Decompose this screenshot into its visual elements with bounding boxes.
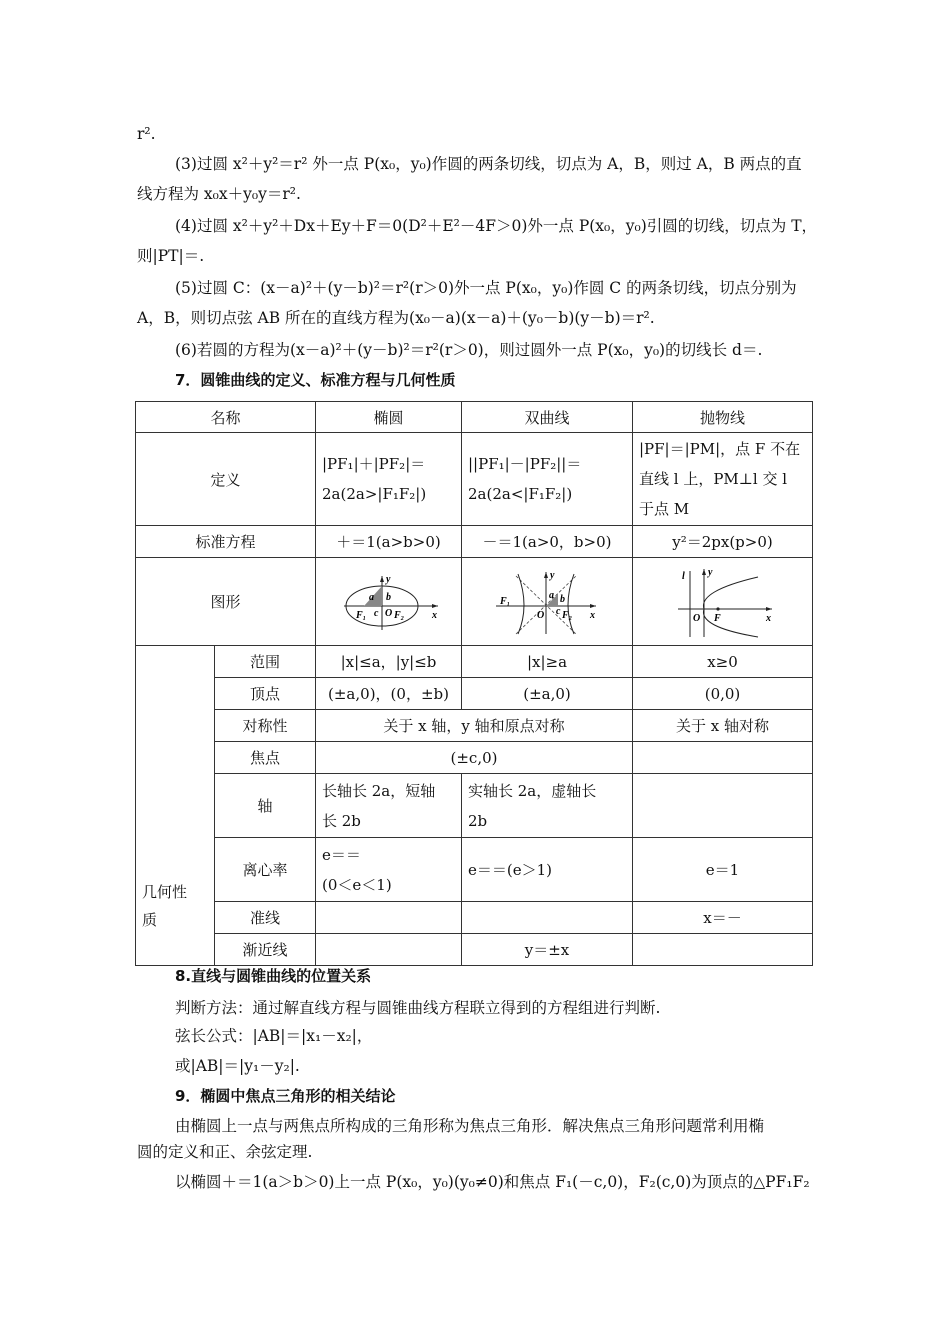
symmetry-label: 对称性 xyxy=(215,710,316,742)
geo-label-text: 几何性质 xyxy=(142,882,188,929)
heading-7: 7．圆锥曲线的定义、标准方程与几何性质 xyxy=(175,371,456,389)
header-parabola: 抛物线 xyxy=(633,402,813,433)
para-9-line1: 由椭圆上一点与两焦点所构成的三角形称为焦点三角形．解决焦点三角形问题常利用椭 xyxy=(175,1117,765,1135)
parabola-x-label: x xyxy=(765,612,771,624)
axis-label: 轴 xyxy=(215,774,316,838)
parabola-f-label: F xyxy=(713,612,721,624)
ellipse-a-label: a xyxy=(368,591,374,603)
focus-parabola xyxy=(633,742,813,774)
equation-label: 标准方程 xyxy=(136,526,316,558)
header-name: 名称 xyxy=(136,402,316,433)
directrix-label: 准线 xyxy=(215,902,316,934)
para-0: r². xyxy=(137,125,156,143)
para-4-line1: (4)过圆 x²＋y²＋Dx＋Ey＋F＝0(D²＋E²－4F＞0)外一点 P(x₀，y₀)引圆的切线，切点为 T， xyxy=(175,217,818,235)
axis-ellipse-2: 长 2b xyxy=(322,811,361,830)
eccentricity-parabola: e＝1 xyxy=(633,838,813,902)
heading-8: 8.直线与圆锥曲线的位置关系 xyxy=(175,967,372,985)
definition-parabola xyxy=(633,433,813,526)
range-parabola: x≥0 xyxy=(633,646,813,678)
para-9-line2: 圆的定义和正、余弦定理. xyxy=(137,1143,313,1161)
hyperbola-a-label: a xyxy=(549,589,554,601)
def-ellipse-2: 2a(2a>|F₁F₂|) xyxy=(322,485,427,503)
para-8-method: 判断方法：通过解直线方程与圆锥曲线方程联立得到的方程组进行判断. xyxy=(175,999,661,1017)
para-3-line1: (3)过圆 x²＋y²＝r² 外一点 P(x₀，y₀)作圆的两条切线，切点为 A，B，则过 A，B 两点的直 xyxy=(175,155,802,173)
eccentricity-ellipse xyxy=(316,838,462,902)
focus-label: 焦点 xyxy=(215,742,316,774)
asymptote-label: 渐近线 xyxy=(215,934,316,966)
ellipse-f2-label: F₂ xyxy=(393,609,404,621)
para-4-line2: 则|PT|＝. xyxy=(137,247,205,265)
directrix-hyperbola xyxy=(462,902,633,934)
def-parabola-1: |PF|＝|PM|，点 F 不在 xyxy=(639,440,801,458)
figure-parabola-cell xyxy=(633,558,813,646)
hyperbola-f2-label: F₂ xyxy=(562,609,573,621)
eccentricity-label: 离心率 xyxy=(215,838,316,902)
ellipse-o-label: O xyxy=(384,607,392,619)
equation-parabola: y²＝2px(p>0) xyxy=(633,526,813,558)
def-ellipse-1: |PF₁|＋|PF₂|＝ xyxy=(322,455,426,473)
vertex-label: 顶点 xyxy=(215,678,316,710)
parabola-o-label: O xyxy=(692,612,700,624)
hyperbola-f1-label: F₁ xyxy=(500,595,511,607)
ellipse-y-label: y xyxy=(385,573,390,585)
def-hyperbola-1: ||PF₁|－|PF₂||＝ xyxy=(468,455,582,473)
def-hyperbola-2: 2a(2a<|F₁F₂|) xyxy=(468,485,573,503)
def-parabola-3: 于点 M xyxy=(639,500,690,518)
heading-9: 9．椭圆中焦点三角形的相关结论 xyxy=(175,1087,396,1105)
ellipse-c-label: c xyxy=(373,607,378,619)
ellipse-b-label: b xyxy=(385,591,391,603)
range-hyperbola: |x|≥a xyxy=(462,646,633,678)
directrix-ellipse xyxy=(316,902,462,934)
axis-ellipse-1: 长轴长 2a，短轴 xyxy=(322,781,436,800)
para-5-line2: A，B，则切点弦 AB 所在的直线方程为(x₀－a)(x－a)＋(y₀－b)(y－b)＝r². xyxy=(137,309,655,327)
definition-hyperbola xyxy=(462,433,633,526)
range-ellipse: |x|≤a，|y|≤b xyxy=(316,646,462,678)
ellipse-figure xyxy=(334,572,444,632)
vertex-parabola: (0,0) xyxy=(633,678,813,710)
equation-hyperbola: －＝1(a>0，b>0) xyxy=(462,526,633,558)
para-5-line1: (5)过圆 C：(x－a)²＋(y－b)²＝r²(r＞0)外一点 P(x₀，y₀)作圆 C 的两条切线，切点分别为 xyxy=(175,279,797,297)
axis-hyperbola-1: 实轴长 2a，虚轴长 xyxy=(468,781,597,800)
hyperbola-c-label: c xyxy=(556,605,561,617)
axis-hyperbola-2: 2b xyxy=(468,811,488,830)
parabola-figure xyxy=(668,565,778,639)
asymptote-ellipse xyxy=(316,934,462,966)
hyperbola-figure xyxy=(492,568,602,636)
ellipse-x-label: x xyxy=(431,609,437,621)
def-parabola-2: 直线 l 上，PM⊥l 交 l xyxy=(639,470,788,488)
header-ellipse: 椭圆 xyxy=(316,402,462,433)
ecc-ellipse-1: e＝＝ xyxy=(322,845,361,864)
para-6: (6)若圆的方程为(x－a)²＋(y－b)²＝r²(r＞0)，则过圆外一点 P(x₀，y₀)的切线长 d＝. xyxy=(175,341,763,359)
range-label: 范围 xyxy=(215,646,316,678)
focus-ellipse-hyperbola: (±c,0) xyxy=(316,742,633,774)
hyperbola-b-label: b xyxy=(560,593,565,605)
vertex-hyperbola: (±a,0) xyxy=(462,678,633,710)
figure-label: 图形 xyxy=(136,558,316,646)
parabola-y-label: y xyxy=(707,566,712,578)
definition-ellipse xyxy=(316,433,462,526)
ecc-ellipse-2: (0＜e＜1) xyxy=(322,875,392,894)
axis-parabola xyxy=(633,774,813,838)
ellipse-f1-label: F₁ xyxy=(355,609,366,621)
equation-ellipse: ＋＝1(a>b>0) xyxy=(316,526,462,558)
definition-label: 定义 xyxy=(136,433,316,526)
conic-table xyxy=(135,401,813,966)
vertex-ellipse: (±a,0)，(0，±b) xyxy=(316,678,462,710)
parabola-l-label: l xyxy=(681,570,685,582)
symmetry-parabola: 关于 x 轴对称 xyxy=(633,710,813,742)
para-9-line3: 以椭圆＋＝1(a＞b＞0)上一点 P(x₀，y₀)(y₀≠0)和焦点 F₁(－c,0)，F₂(c,0)为顶点的△PF₁F₂ xyxy=(175,1173,810,1191)
axis-hyperbola xyxy=(462,774,633,838)
geometric-properties-label xyxy=(136,646,215,966)
symmetry-ellipse-hyperbola: 关于 x 轴，y 轴和原点对称 xyxy=(316,710,633,742)
eccentricity-hyperbola: e＝＝(e＞1) xyxy=(462,838,633,902)
para-8-chord-1: 弦长公式：|AB|＝|x₁－x₂|， xyxy=(175,1027,373,1045)
hyperbola-y-label: y xyxy=(550,569,555,581)
para-3-line2: 线方程为 x₀x＋y₀y＝r². xyxy=(137,185,301,203)
figure-ellipse-cell xyxy=(316,558,462,646)
asymptote-parabola xyxy=(633,934,813,966)
para-8-chord-2: 或|AB|＝|y₁－y₂|. xyxy=(175,1057,300,1075)
figure-hyperbola-cell xyxy=(462,558,633,646)
hyperbola-o-label: O xyxy=(537,609,545,621)
asymptote-hyperbola: y＝±x xyxy=(462,934,633,966)
directrix-parabola: x＝－ xyxy=(633,902,813,934)
header-hyperbola: 双曲线 xyxy=(462,402,633,433)
axis-ellipse xyxy=(316,774,462,838)
hyperbola-x-label: x xyxy=(590,609,595,621)
